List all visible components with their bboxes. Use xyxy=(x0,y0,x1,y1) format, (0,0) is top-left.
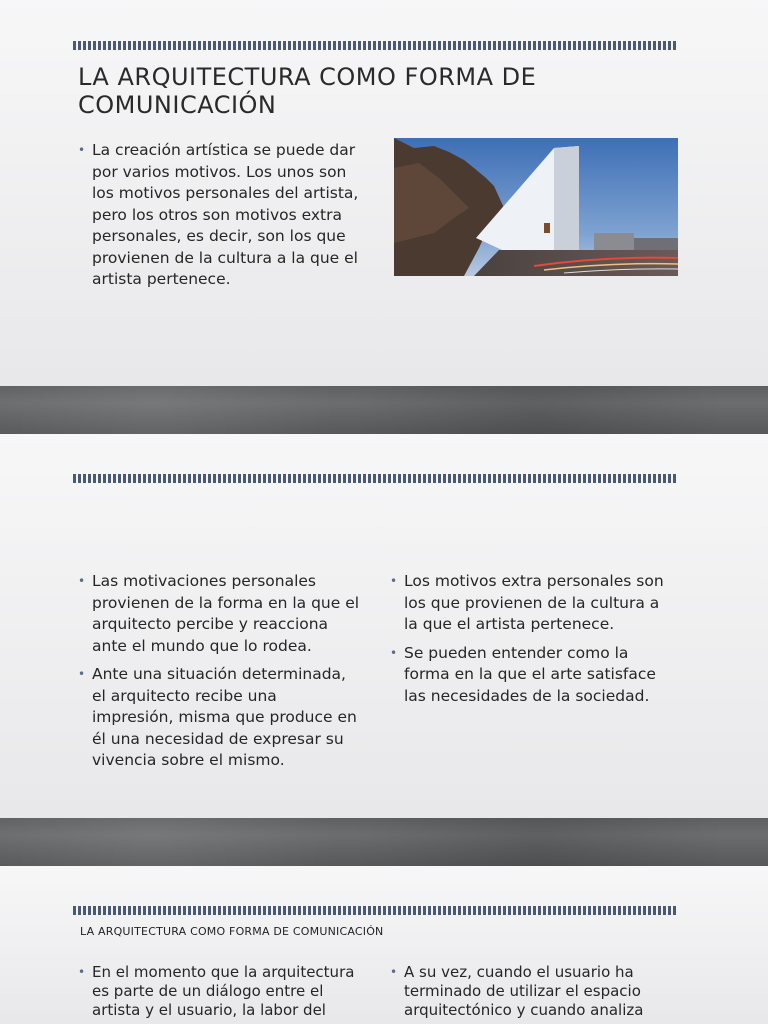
list-item: • Ante una situación determinada, el arquitecto recibe una impresión, misma que produce en él una necesidad de expresar su vivencia sobre el mismo. xyxy=(78,665,357,769)
bullet-icon: • xyxy=(390,645,398,660)
slide-2 xyxy=(0,434,768,818)
slide-title: LA ARQUITECTURA COMO FORMA DE COMUNICACIÓN xyxy=(78,63,537,119)
slide-3 xyxy=(0,866,768,1024)
bullet-icon: • xyxy=(78,965,86,979)
list-item: • Las motivaciones personales provienen de la forma en la que el arquitecto percibe y reacciona ante el mundo que lo rodea. xyxy=(78,572,360,655)
slide-separator xyxy=(0,818,768,866)
list-item: • Los motivos extra personales son los que provienen de la cultura a la que el artista pertenece. xyxy=(390,572,664,633)
slide-1 xyxy=(0,0,768,386)
bullet-list xyxy=(78,140,360,298)
bullet-icon: • xyxy=(78,143,86,157)
bullet-icon: • xyxy=(78,667,86,681)
list-item: • A su vez, cuando el usuario ha terminado de utilizar el espacio arquitectónico y cuando analiza xyxy=(390,963,644,1019)
title-rule xyxy=(73,474,677,483)
list-item: • En el momento que la arquitectura es parte de un diálogo entre el artista y el usuario, la labor del xyxy=(78,963,355,1019)
bullet-icon: • xyxy=(390,965,398,979)
building-photo xyxy=(394,138,678,276)
bullet-list-left xyxy=(78,963,363,1024)
bullet-list-left xyxy=(78,571,363,779)
bullet-list-right xyxy=(390,571,675,714)
slide-separator xyxy=(0,386,768,434)
list-item: • La creación artística se puede dar por varios motivos. Los unos son los motivos personales del artista, pero los otros son motivos extra personales, es decir, son los que provienen de la cultura a la que el artista pertenece. xyxy=(78,141,359,288)
bullet-icon: • xyxy=(78,574,86,588)
slide-title: LA ARQUITECTURA COMO FORMA DE COMUNICACIÓN xyxy=(80,925,384,938)
bullet-list-right xyxy=(390,963,675,1024)
list-item: • Se pueden entender como la forma en la que el arte satisface las necesidades de la sociedad. xyxy=(390,643,656,705)
bullet-icon: • xyxy=(390,574,398,588)
title-rule xyxy=(73,906,677,915)
title-rule xyxy=(73,41,677,50)
